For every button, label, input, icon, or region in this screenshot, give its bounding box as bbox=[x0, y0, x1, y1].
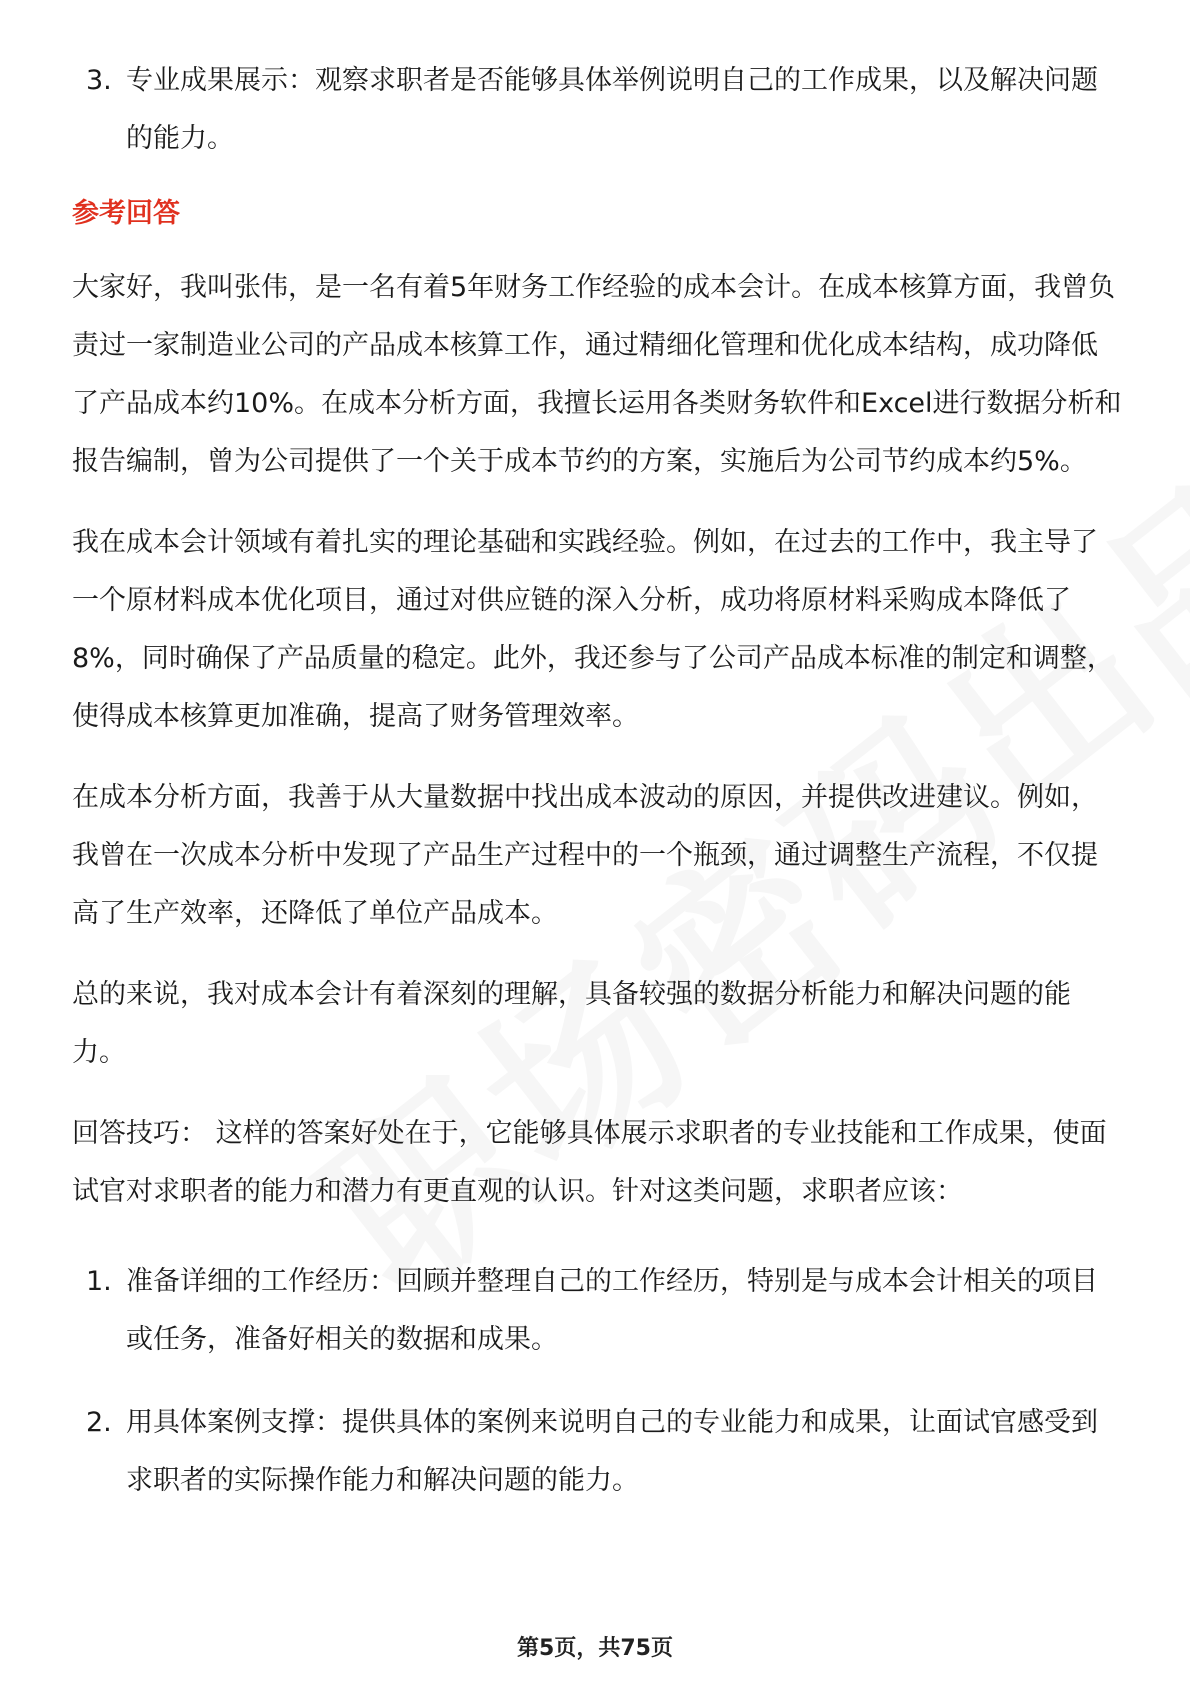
paragraph: 在成本分析方面，我善于从大量数据中找出成本波动的原因，并提供改进建议。例如，我曾在一次成本分析中发现了产品生产过程中的一个瓶颈，通过调整生产流程，不仅提高了生产效率，还降低了单位产品成本。 bbox=[72, 782, 1098, 929]
list-text: 准备详细的工作经历：回顾并整理自己的工作经历，特别是与成本会计相关的项目或任务，准备好相关的数据和成果。 bbox=[126, 1266, 1098, 1355]
list-item bbox=[72, 1394, 1122, 1510]
list-text: 专业成果展示：观察求职者是否能够具体举例说明自己的工作成果，以及解决问题的能力。 bbox=[126, 65, 1098, 154]
section-heading: 参考回答 bbox=[72, 198, 180, 229]
paragraph: 总的来说，我对成本会计有着深刻的理解，具备较强的数据分析能力和解决问题的能力。 bbox=[72, 979, 1071, 1068]
list-item bbox=[72, 1253, 1122, 1369]
page-footer: 第5页，共75页 bbox=[517, 1636, 673, 1661]
list-text: 用具体案例支撑：提供具体的案例来说明自己的专业能力和成果，让面试官感受到求职者的实际操作能力和解决问题的能力。 bbox=[126, 1407, 1098, 1496]
list-item bbox=[72, 52, 1122, 168]
document-content bbox=[72, 52, 1122, 1510]
list-number: 1. bbox=[86, 1266, 112, 1297]
list-number: 3. bbox=[86, 65, 112, 96]
paragraph: 大家好，我叫张伟，是一名有着5年财务工作经验的成本会计。在成本核算方面，我曾负责过一家制造业公司的产品成本核算工作，通过精细化管理和优化成本结构，成功降低了产品成本约10%。在成本分析方面，我擅长运用各类财务软件和Excel进行数据分析和报告编制，曾为公司提供了一个关于成本节约的方案，实施后为公司节约成本约5%。 bbox=[72, 272, 1122, 477]
list-number: 2. bbox=[86, 1407, 112, 1438]
paragraph: 我在成本会计领域有着扎实的理论基础和实践经验。例如，在过去的工作中，我主导了一个原材料成本优化项目，通过对供应链的深入分析，成功将原材料采购成本降低了8%，同时确保了产品质量的稳定。此外，我还参与了公司产品成本标准的制定和调整，使得成本核算更加准确，提高了财务管理效率。 bbox=[72, 527, 1114, 732]
paragraph: 回答技巧： 这样的答案好处在于，它能够具体展示求职者的专业技能和工作成果，使面试官对求职者的能力和潜力有更直观的认识。针对这类问题，求职者应该： bbox=[72, 1118, 1107, 1207]
